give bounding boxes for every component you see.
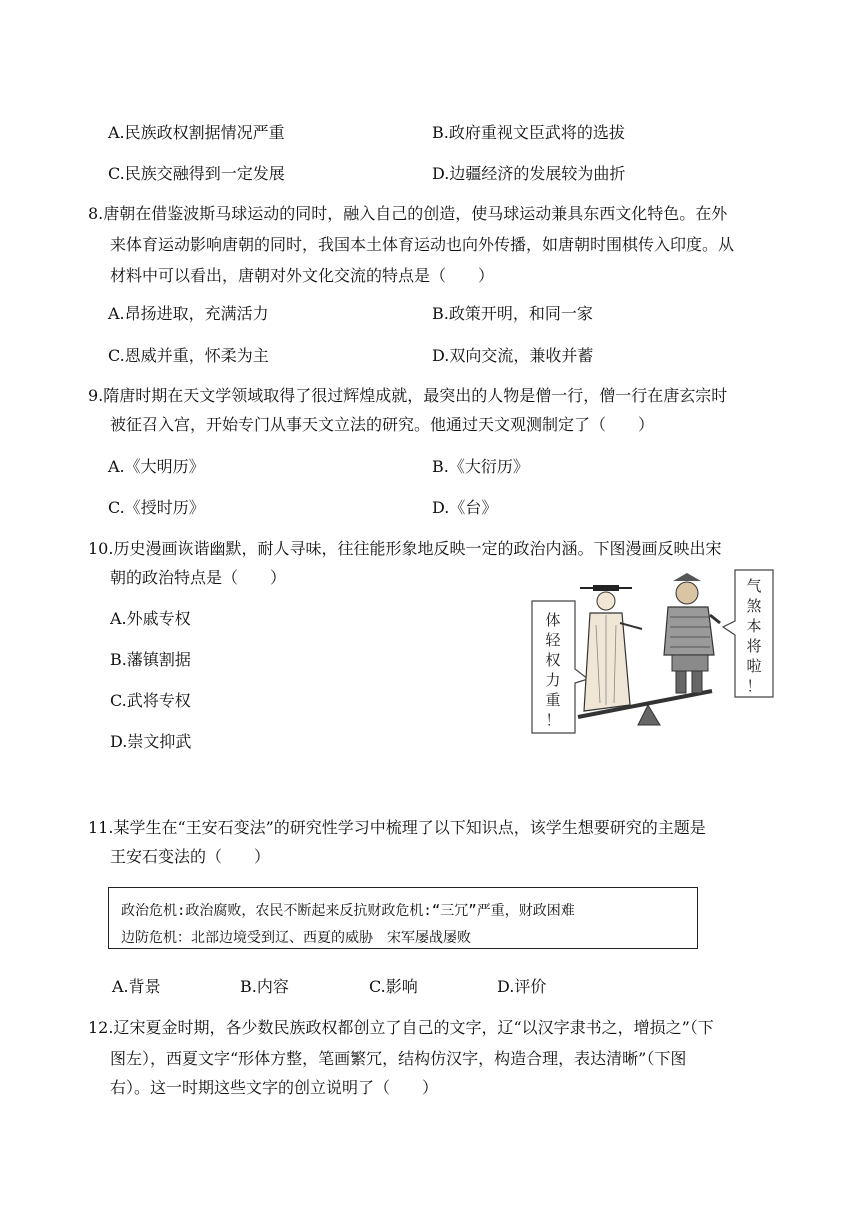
q9-option-a: A.《大明历》 — [108, 457, 205, 476]
right-bubble-char: 气 — [746, 577, 762, 595]
q10-option-d: D.崇文抑武 — [110, 732, 192, 751]
q11-option-c: C.影响 — [369, 977, 418, 996]
q10-option-a: A.外戚专权 — [110, 609, 191, 628]
q11-material-line1: 政治危机:政治腐败，农民不断起来反抗财政危机:“三冗”严重，财政困难 — [121, 903, 575, 919]
q8-option-d: D.双向交流，兼收并蓄 — [432, 346, 594, 365]
q9-option-c: C.《授时历》 — [108, 498, 205, 517]
q7-option-a: A.民族政权割据情况严重 — [108, 123, 285, 142]
q9-stem-line2: 被征召入宫，开始专门从事天文立法的研究。他通过天文观测制定了（ ） — [110, 415, 655, 434]
q8-stem-line2: 来体育运动影响唐朝的同时，我国本土体育运动也向外传播，如唐朝时围棋传入印度。从 — [110, 235, 735, 254]
q10-stem-line1: 10.历史漫画诙谐幽默，耐人寻味，往往能形象地反映一定的政治内涵。下图漫画反映出宋 — [88, 539, 722, 558]
q11-material-box — [108, 887, 698, 949]
q11-option-b: B.内容 — [240, 977, 289, 996]
right-bubble-char: 煞 — [746, 597, 762, 615]
left-bubble-char: ！ — [545, 711, 561, 729]
civil-official-figure — [580, 585, 642, 711]
q11-option-d: D.评价 — [497, 977, 547, 996]
q8-option-c: C.恩威并重，怀柔为主 — [108, 346, 269, 365]
q7-option-d: D.边疆经济的发展较为曲折 — [432, 164, 626, 183]
left-bubble-char: 权 — [545, 651, 561, 669]
q8-stem-line3: 材料中可以看出，唐朝对外文化交流的特点是（ ） — [110, 266, 495, 285]
q11-material-line2: 边防危机：北部边境受到辽、西夏的威胁 宋军屡战屡败 — [121, 930, 471, 946]
song-cartoon-image — [530, 565, 775, 737]
q12-stem-line3: 右）。这一时期这些文字的创立说明了（ ） — [110, 1078, 439, 1097]
q9-option-b: B.《大衍历》 — [432, 457, 529, 476]
q10-stem-line2: 朝的政治特点是（ ） — [110, 568, 287, 587]
right-bubble-char: 将 — [746, 637, 762, 655]
right-bubble-char: 啦 — [746, 657, 762, 675]
right-bubble-char: 本 — [746, 617, 762, 635]
q12-stem-line1: 12.辽宋夏金时期，各少数民族政权都创立了自己的文字，辽“以汉字隶书之，增损之”（下 — [88, 1018, 714, 1037]
left-bubble-char: 重 — [545, 691, 561, 709]
military-general-figure — [664, 573, 720, 693]
q8-option-b: B.政策开明，和同一家 — [432, 304, 593, 323]
q11-option-a: A.背景 — [112, 977, 161, 996]
q10-option-c: C.武将专权 — [110, 691, 191, 710]
q7-option-c: C.民族交融得到一定发展 — [108, 164, 285, 183]
right-bubble-char: ！ — [746, 677, 762, 695]
q9-option-d: D.《台》 — [432, 498, 498, 517]
q8-stem-line1: 8.唐朝在借鉴波斯马球运动的同时，融入自己的创造，使马球运动兼具东西文化特色。在外 — [88, 204, 728, 223]
left-bubble-char: 力 — [545, 671, 561, 689]
left-bubble-char: 体 — [545, 611, 561, 629]
q11-stem-line2: 王安石变法的（ ） — [110, 847, 271, 866]
q10-option-b: B.藩镇割据 — [110, 650, 191, 669]
q7-option-b: B.政府重视文臣武将的选拔 — [432, 123, 625, 142]
q12-stem-line2: 图左），西夏文字“形体方整，笔画繁冗，结构仿汉字，构造合理，表达清晰”（下图 — [110, 1049, 687, 1068]
q11-stem-line1: 11.某学生在“王安石变法”的研究性学习中梳理了以下知识点，该学生想要研究的主题是 — [88, 818, 706, 837]
q9-stem-line1: 9.隋唐时期在天文学领域取得了很过辉煌成就，最突出的人物是僧一行，僧一行在唐玄宗时 — [88, 386, 728, 405]
q8-option-a: A.昂扬进取，充满活力 — [108, 304, 269, 323]
left-bubble-char: 轻 — [545, 631, 561, 649]
